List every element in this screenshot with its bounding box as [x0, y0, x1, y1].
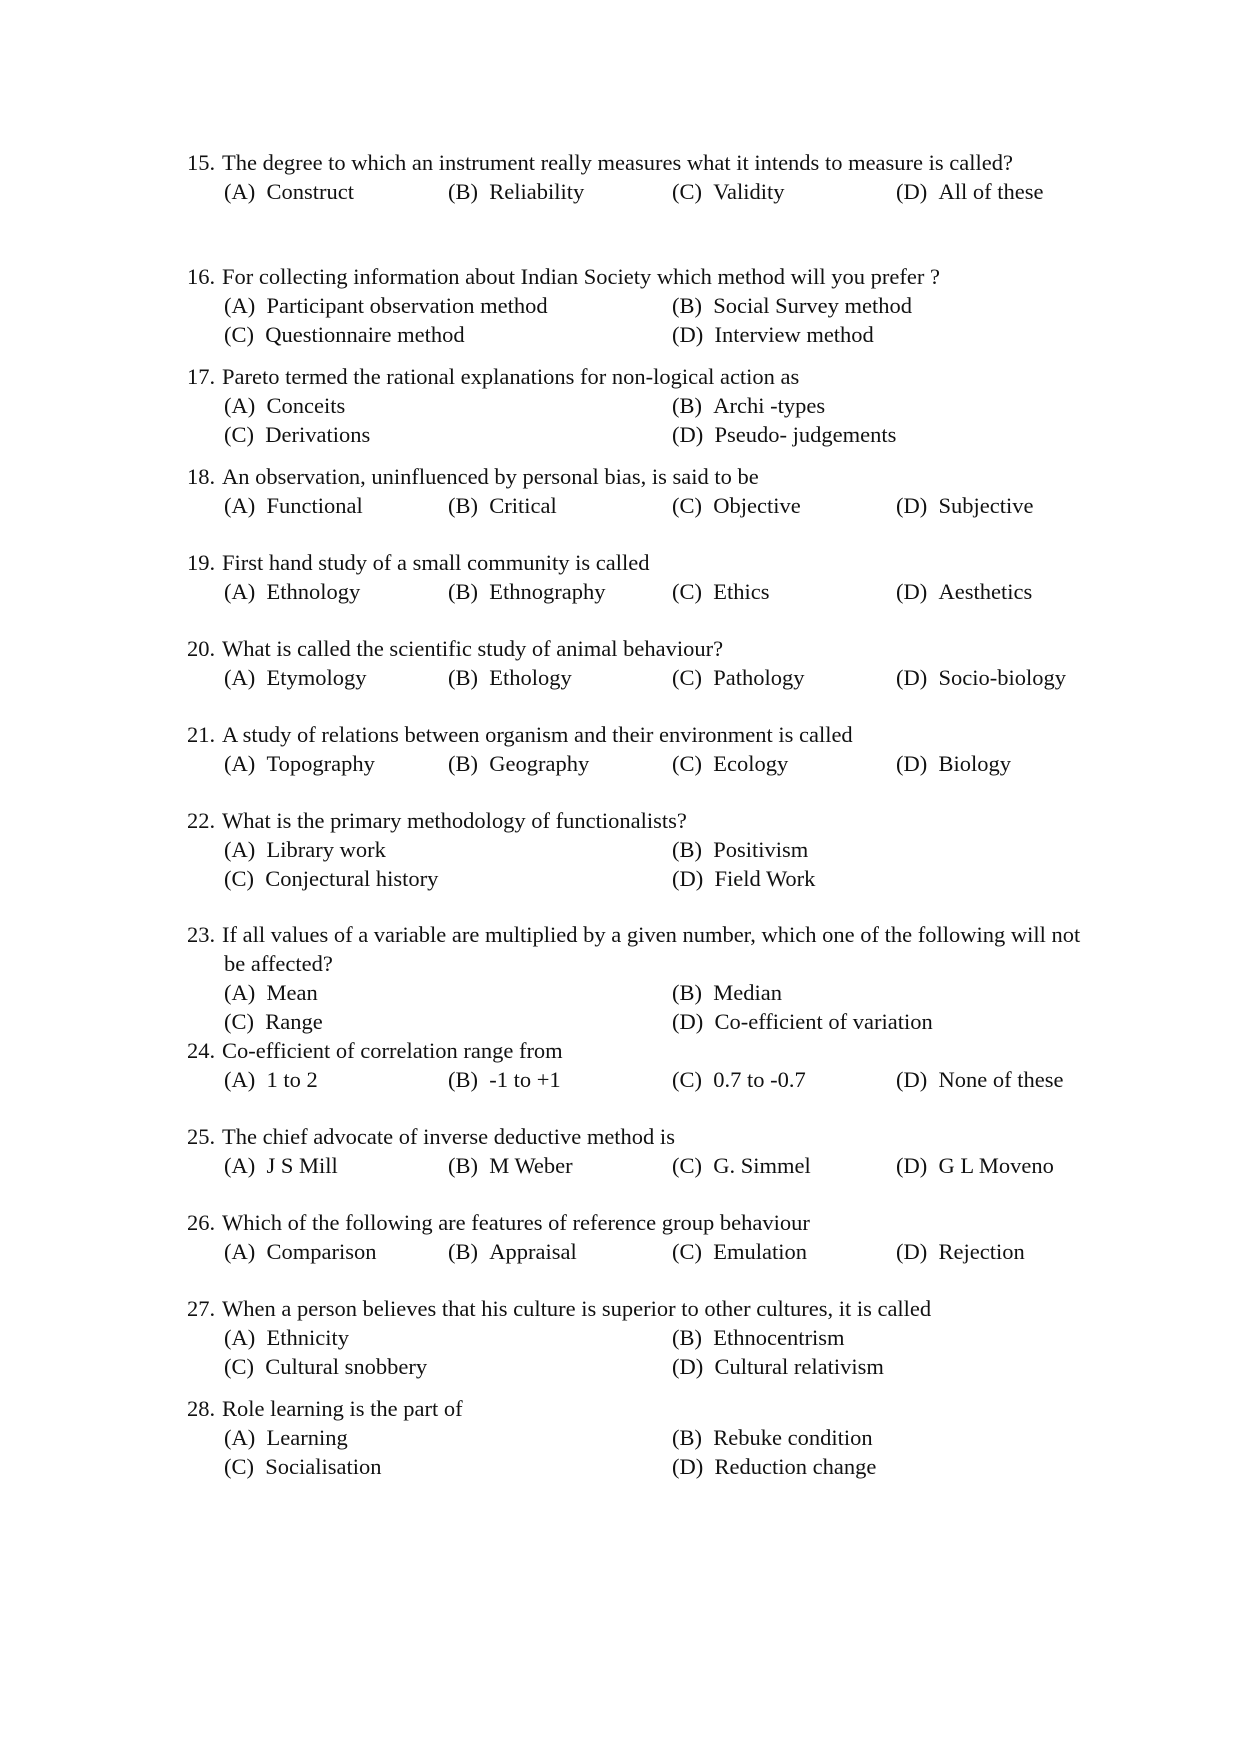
- question-number: 18.: [187, 464, 216, 489]
- option-b: [448, 1151, 573, 1180]
- option-text: Field Work: [714, 866, 816, 891]
- option-text: G L Moveno: [938, 1153, 1054, 1178]
- options-row: [224, 1452, 1107, 1481]
- question-text: What is called the scientific study of animal behaviour?: [222, 636, 724, 661]
- options-row: [224, 1065, 1107, 1094]
- option-text: Ethics: [713, 579, 770, 604]
- option-label: (C): [224, 1354, 254, 1379]
- option-label: (C): [672, 579, 702, 604]
- option-text: M Weber: [489, 1153, 573, 1178]
- option-label: (B): [448, 179, 478, 204]
- option-c: [224, 320, 465, 349]
- option-c: [672, 1237, 807, 1266]
- option-text: Library work: [266, 837, 386, 862]
- option-label: (B): [448, 1153, 478, 1178]
- option-text: Interview method: [714, 322, 874, 347]
- option-label: (D): [672, 1354, 704, 1379]
- question-16: [187, 262, 1107, 349]
- option-a: [224, 1065, 318, 1094]
- option-label: (B): [672, 1325, 702, 1350]
- option-label: (C): [224, 866, 254, 891]
- option-label: (C): [224, 1454, 254, 1479]
- option-text: Rejection: [938, 1239, 1025, 1264]
- question-20: [187, 634, 1107, 692]
- question-text: The chief advocate of inverse deductive method is: [222, 1124, 675, 1149]
- option-text: Reliability: [489, 179, 585, 204]
- question-text: An observation, uninfluenced by personal bias, is said to be: [222, 464, 759, 489]
- option-label: (D): [672, 1009, 704, 1034]
- question-stem: [187, 1036, 1107, 1065]
- question-stem: [187, 806, 1107, 835]
- question-stem: [187, 920, 1107, 978]
- question-number: 16.: [187, 264, 216, 289]
- option-a: [224, 835, 386, 864]
- option-label: (A): [224, 293, 256, 318]
- question-17: [187, 362, 1107, 449]
- option-a: [224, 1151, 338, 1180]
- question-stem: [187, 362, 1107, 391]
- question-stem: [187, 720, 1107, 749]
- option-text: Biology: [938, 751, 1011, 776]
- option-text: 0.7 to -0.7: [713, 1067, 806, 1092]
- question-stem: [187, 1122, 1107, 1151]
- option-label: (B): [672, 293, 702, 318]
- option-label: (D): [896, 1067, 928, 1092]
- option-b: [448, 749, 589, 778]
- question-stem: [187, 262, 1107, 291]
- option-a: [224, 491, 363, 520]
- option-label: (D): [896, 665, 928, 690]
- option-label: (D): [896, 751, 928, 776]
- option-text: Pathology: [713, 665, 805, 690]
- option-text: Socio-biology: [938, 665, 1066, 690]
- options-row: [224, 177, 1107, 206]
- option-text: Ecology: [713, 751, 789, 776]
- option-text: Comparison: [266, 1239, 377, 1264]
- question-text: If all values of a variable are multiplied by a given number, which one of the following will not be affected?: [222, 922, 1081, 976]
- question-stem: [187, 1394, 1107, 1423]
- question-text: When a person believes that his culture is superior to other cultures, it is called: [222, 1296, 932, 1321]
- option-d: [672, 864, 815, 893]
- option-text: Reduction change: [714, 1454, 877, 1479]
- options-row: [224, 320, 1107, 349]
- options-row: [224, 1423, 1107, 1452]
- options-row: [224, 291, 1107, 320]
- option-text: Ethnicity: [266, 1325, 349, 1350]
- option-c: [672, 749, 788, 778]
- option-label: (D): [896, 179, 928, 204]
- option-a: [224, 391, 345, 420]
- option-label: (C): [224, 1009, 254, 1034]
- option-label: (C): [224, 322, 254, 347]
- option-label: (A): [224, 665, 256, 690]
- option-d: [896, 1237, 1025, 1266]
- options-row: [224, 663, 1107, 692]
- option-text: Construct: [266, 179, 354, 204]
- options-row: [224, 1237, 1107, 1266]
- option-text: Conjectural history: [265, 866, 439, 891]
- option-label: (A): [224, 1153, 256, 1178]
- option-text: None of these: [938, 1067, 1064, 1092]
- question-text: Co-efficient of correlation range from: [222, 1038, 563, 1063]
- option-text: Participant observation method: [266, 293, 548, 318]
- option-d: [896, 749, 1011, 778]
- question-19: [187, 548, 1107, 606]
- option-b: [448, 577, 605, 606]
- option-text: Emulation: [713, 1239, 807, 1264]
- option-b: [672, 1323, 844, 1352]
- option-label: (D): [896, 1153, 928, 1178]
- option-c: [224, 420, 370, 449]
- option-label: (D): [672, 422, 704, 447]
- option-a: [224, 978, 318, 1007]
- question-number: 27.: [187, 1296, 216, 1321]
- question-number: 26.: [187, 1210, 216, 1235]
- question-stem: [187, 634, 1107, 663]
- option-label: (D): [896, 579, 928, 604]
- option-d: [672, 1452, 876, 1481]
- option-text: Ethnology: [266, 579, 361, 604]
- option-text: Range: [265, 1009, 323, 1034]
- option-label: (D): [896, 1239, 928, 1264]
- option-c: [672, 177, 785, 206]
- option-text: Critical: [489, 493, 557, 518]
- option-a: [224, 1323, 349, 1352]
- option-c: [224, 1452, 382, 1481]
- options-row: [224, 1007, 1107, 1036]
- option-text: Mean: [266, 980, 318, 1005]
- question-number: 19.: [187, 550, 216, 575]
- question-text: A study of relations between organism and their environment is called: [222, 722, 853, 747]
- option-text: Archi -types: [713, 393, 826, 418]
- option-text: Derivations: [265, 422, 371, 447]
- option-label: (A): [224, 393, 256, 418]
- question-stem: [187, 148, 1107, 177]
- question-text: Role learning is the part of: [222, 1396, 463, 1421]
- option-label: (D): [672, 322, 704, 347]
- option-label: (A): [224, 179, 256, 204]
- option-label: (B): [448, 751, 478, 776]
- option-label: (A): [224, 837, 256, 862]
- option-text: Ethnocentrism: [713, 1325, 845, 1350]
- option-text: Learning: [266, 1425, 348, 1450]
- option-text: Rebuke condition: [713, 1425, 873, 1450]
- option-text: Etymology: [266, 665, 367, 690]
- option-text: Validity: [713, 179, 785, 204]
- options-row: [224, 749, 1107, 778]
- options-row: [224, 835, 1107, 864]
- option-b: [448, 663, 572, 692]
- option-label: (A): [224, 980, 256, 1005]
- option-label: (C): [672, 665, 702, 690]
- option-c: [672, 1065, 806, 1094]
- option-label: (C): [672, 1153, 702, 1178]
- option-label: (D): [672, 1454, 704, 1479]
- question-25: [187, 1122, 1107, 1180]
- options-row: [224, 577, 1107, 606]
- option-d: [672, 420, 896, 449]
- option-text: Ethnography: [489, 579, 606, 604]
- option-text: Appraisal: [489, 1239, 577, 1264]
- option-text: Objective: [713, 493, 801, 518]
- option-c: [672, 663, 805, 692]
- question-28: [187, 1394, 1107, 1481]
- option-c: [224, 1352, 427, 1381]
- option-text: Social Survey method: [713, 293, 912, 318]
- question-text: For collecting information about Indian Society which method will you prefer ?: [222, 264, 940, 289]
- option-text: Geography: [489, 751, 590, 776]
- option-label: (A): [224, 1425, 256, 1450]
- option-label: (C): [224, 422, 254, 447]
- question-stem: [187, 1208, 1107, 1237]
- option-b: [672, 1423, 873, 1452]
- option-a: [224, 1423, 348, 1452]
- option-text: Socialisation: [265, 1454, 382, 1479]
- options-row: [224, 391, 1107, 420]
- option-d: [896, 1151, 1054, 1180]
- question-stem: [187, 1294, 1107, 1323]
- options-row: [224, 420, 1107, 449]
- option-label: (C): [672, 493, 702, 518]
- option-label: (C): [672, 179, 702, 204]
- option-c: [224, 1007, 323, 1036]
- option-text: Functional: [266, 493, 363, 518]
- options-row: [224, 1151, 1107, 1180]
- option-label: (A): [224, 1239, 256, 1264]
- option-label: (B): [448, 493, 478, 518]
- question-stem: [187, 462, 1107, 491]
- option-text: Ethology: [489, 665, 572, 690]
- option-label: (A): [224, 1067, 256, 1092]
- question-number: 22.: [187, 808, 216, 833]
- option-c: [672, 491, 801, 520]
- option-text: Positivism: [713, 837, 809, 862]
- option-label: (A): [224, 751, 256, 776]
- question-22: [187, 806, 1107, 893]
- option-label: (B): [448, 1067, 478, 1092]
- option-c: [224, 864, 438, 893]
- question-number: 21.: [187, 722, 216, 747]
- option-text: Cultural snobbery: [265, 1354, 428, 1379]
- question-15: [187, 148, 1107, 206]
- option-d: [672, 1352, 884, 1381]
- options-row: [224, 1352, 1107, 1381]
- option-text: Conceits: [266, 393, 346, 418]
- option-label: (B): [448, 1239, 478, 1264]
- option-d: [896, 577, 1032, 606]
- question-stem: [187, 548, 1107, 577]
- question-number: 24.: [187, 1038, 216, 1063]
- option-label: (A): [224, 1325, 256, 1350]
- option-a: [224, 749, 375, 778]
- question-number: 23.: [187, 922, 216, 947]
- option-label: (C): [672, 751, 702, 776]
- question-27: [187, 1294, 1107, 1381]
- option-d: [672, 1007, 933, 1036]
- option-label: (B): [672, 837, 702, 862]
- option-a: [224, 177, 354, 206]
- option-a: [224, 663, 366, 692]
- question-text: The degree to which an instrument really measures what it intends to measure is called?: [222, 150, 1013, 175]
- option-c: [672, 1151, 811, 1180]
- option-b: [448, 177, 584, 206]
- option-a: [224, 291, 548, 320]
- option-d: [672, 320, 874, 349]
- options-row: [224, 491, 1107, 520]
- option-b: [448, 1237, 577, 1266]
- question-text: What is the primary methodology of functionalists?: [222, 808, 687, 833]
- option-a: [224, 1237, 376, 1266]
- option-b: [672, 835, 808, 864]
- option-text: Topography: [266, 751, 375, 776]
- option-text: -1 to +1: [489, 1067, 561, 1092]
- option-label: (B): [448, 665, 478, 690]
- option-label: (C): [672, 1067, 702, 1092]
- question-number: 17.: [187, 364, 216, 389]
- option-label: (D): [672, 866, 704, 891]
- option-label: (C): [672, 1239, 702, 1264]
- option-text: Cultural relativism: [714, 1354, 884, 1379]
- question-21: [187, 720, 1107, 778]
- option-label: (A): [224, 579, 256, 604]
- option-b: [448, 491, 557, 520]
- option-label: (B): [672, 393, 702, 418]
- option-text: Median: [713, 980, 782, 1005]
- option-text: 1 to 2: [266, 1067, 318, 1092]
- option-d: [896, 177, 1043, 206]
- option-d: [896, 1065, 1063, 1094]
- options-row: [224, 864, 1107, 893]
- question-text: First hand study of a small community is called: [222, 550, 650, 575]
- option-label: (B): [672, 1425, 702, 1450]
- option-text: G. Simmel: [713, 1153, 811, 1178]
- option-label: (B): [672, 980, 702, 1005]
- option-text: Aesthetics: [938, 579, 1033, 604]
- option-b: [672, 978, 782, 1007]
- option-label: (A): [224, 493, 256, 518]
- options-row: [224, 1323, 1107, 1352]
- options-row: [224, 978, 1107, 1007]
- option-d: [896, 491, 1033, 520]
- option-text: Co-efficient of variation: [714, 1009, 933, 1034]
- question-number: 25.: [187, 1124, 216, 1149]
- option-d: [896, 663, 1066, 692]
- question-number: 20.: [187, 636, 216, 661]
- question-number: 28.: [187, 1396, 216, 1421]
- question-23: [187, 920, 1107, 1036]
- option-label: (D): [896, 493, 928, 518]
- question-26: [187, 1208, 1107, 1266]
- option-text: Pseudo- judgements: [714, 422, 897, 447]
- option-a: [224, 577, 360, 606]
- option-c: [672, 577, 770, 606]
- option-text: J S Mill: [266, 1153, 338, 1178]
- option-label: (B): [448, 579, 478, 604]
- option-text: Subjective: [938, 493, 1034, 518]
- question-text: Which of the following are features of reference group behaviour: [222, 1210, 810, 1235]
- question-text: Pareto termed the rational explanations for non-logical action as: [222, 364, 800, 389]
- question-18: [187, 462, 1107, 520]
- option-b: [672, 391, 825, 420]
- option-text: Questionnaire method: [265, 322, 465, 347]
- option-b: [672, 291, 912, 320]
- question-24: [187, 1036, 1107, 1094]
- option-b: [448, 1065, 561, 1094]
- question-number: 15.: [187, 150, 216, 175]
- option-text: All of these: [938, 179, 1044, 204]
